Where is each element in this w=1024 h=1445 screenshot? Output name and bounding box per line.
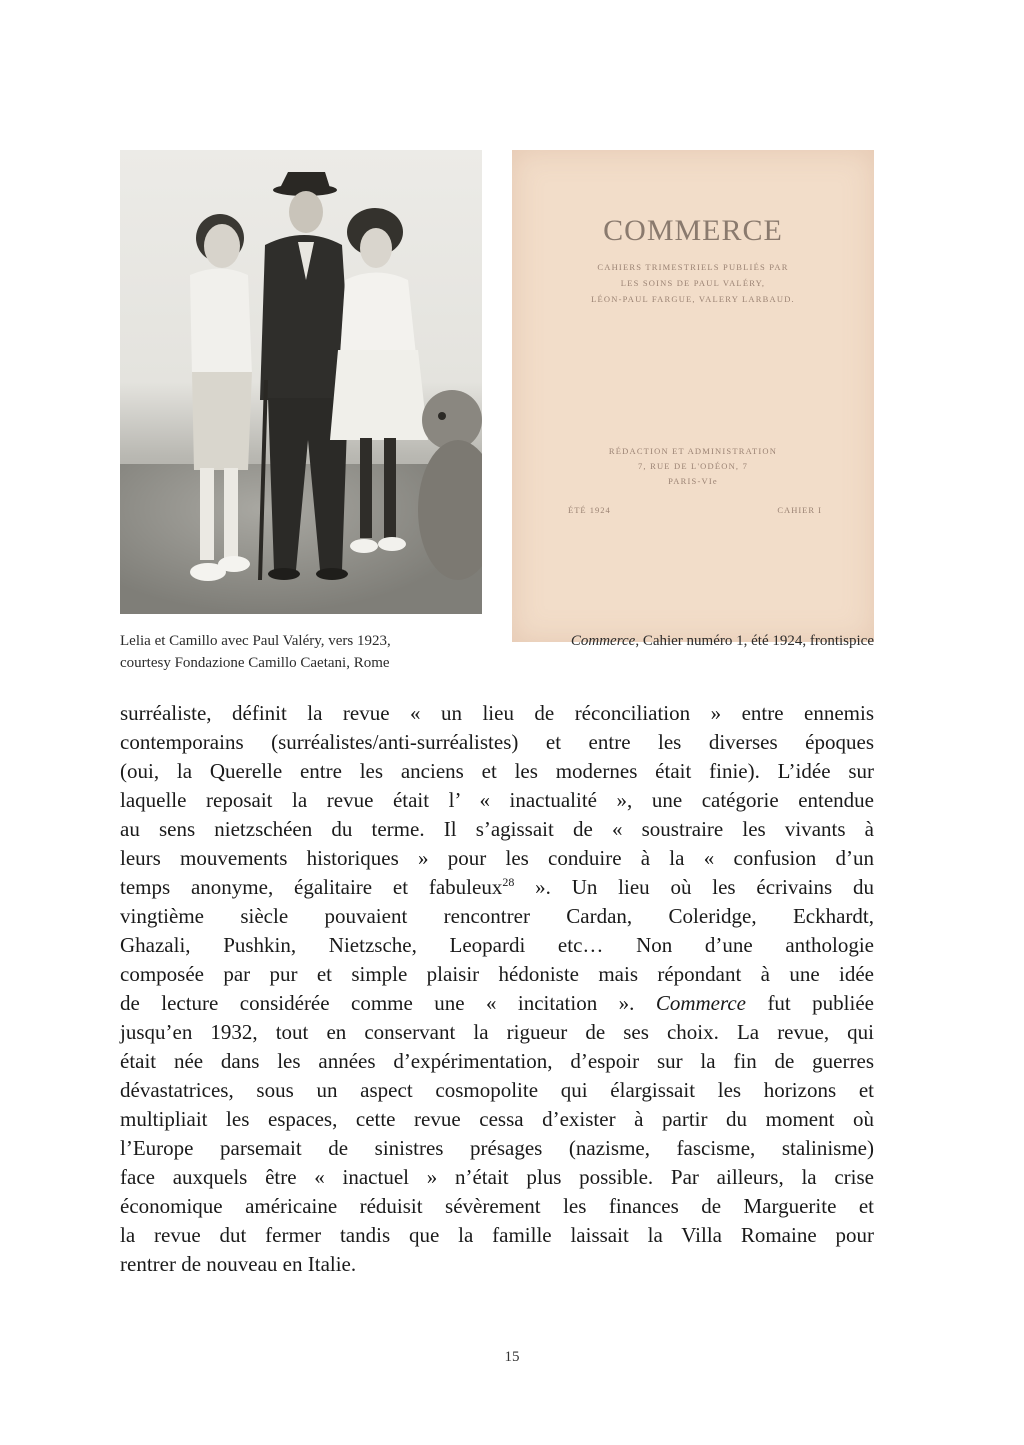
cover-subtitle-line: LES SOINS DE PAUL VALÉRY, <box>620 278 766 288</box>
cover-address-line: RÉDACTION ET ADMINISTRATION <box>608 446 778 456</box>
cover-issue: CAHIER I <box>777 505 822 515</box>
text-line: économique américaine réduisit sévèrement les finances de Marguerite et <box>120 1194 874 1218</box>
page-number: 15 <box>504 1349 520 1365</box>
text-segment: ». Un lieu où les écrivains du <box>514 875 874 899</box>
cover-caption-title: Commerce <box>570 633 636 649</box>
girl-figure <box>330 208 428 553</box>
text-line: la revue dut fermer tandis que la famille laissait la Villa Romaine pour <box>120 1223 874 1247</box>
cover-address-line: PARIS-VIe <box>668 476 718 486</box>
text-line: l’Europe parsemait de sinistres présages (nazisme, fascisme, stalinisme) <box>120 1136 874 1160</box>
body-paragraph <box>120 699 874 1279</box>
cover-season: ÉTÉ 1924 <box>568 505 611 515</box>
journal-title-italic: Commerce <box>655 991 747 1015</box>
journal-cover <box>512 150 874 642</box>
text-line: jusqu’en 1932, tout en conservant la rigueur de ses choix. La revue, qui <box>120 1020 874 1044</box>
text-line <box>120 873 874 902</box>
text-line: au sens nietzschéen du terme. Il s’agissait de « soustraire les vivants à <box>120 817 874 841</box>
cover-subtitle-line: LÉON-PAUL FARGUE, VALERY LARBAUD. <box>591 294 795 304</box>
cover-title: COMMERCE <box>603 214 783 247</box>
text-line: leurs mouvements historiques » pour les conduire à la « confusion d’un <box>120 846 874 870</box>
text-segment: fut publiée <box>746 991 874 1015</box>
text-line: Ghazali, Pushkin, Nietzsche, Leopardi etc… Non d’une anthologie <box>120 933 874 957</box>
text-line: (oui, la Querelle entre les anciens et les modernes était finie). L’idée sur <box>120 759 874 783</box>
text-segment: de lecture considérée comme une « incitation ». <box>120 991 656 1015</box>
text-line: multipliait les espaces, cette revue cessa d’exister à partir du moment où <box>120 1107 874 1131</box>
text-line: contemporains (surréalistes/anti-surréalistes) et entre les diverses époques <box>120 730 874 754</box>
cover-subtitle-line: CAHIERS TRIMESTRIELS PUBLIÉS PAR <box>597 262 789 272</box>
text-segment: temps anonyme, égalitaire et fabuleux <box>120 875 503 899</box>
photo-caption-line: Lelia et Camillo avec Paul Valéry, vers 1923, <box>120 633 391 649</box>
historical-photo <box>120 150 482 614</box>
text-line: composée par pur et simple plaisir hédoniste mais répondant à une idée <box>120 962 874 986</box>
text-line: rentrer de nouveau en Italie. <box>120 1252 357 1276</box>
photo-caption <box>120 630 482 674</box>
boy-figure <box>190 214 252 581</box>
cover-address-line: 7, RUE DE L'ODÉON, 7 <box>637 461 749 471</box>
text-line <box>120 989 874 1018</box>
photo-caption-line: courtesy Fondazione Camillo Caetani, Rome <box>120 655 390 671</box>
text-line: laquelle reposait la revue était l’ « inactualité », une catégorie entendue <box>120 788 874 812</box>
text-line: était née dans les années d’expérimentation, d’espoir sur la fin de guerres <box>120 1049 874 1073</box>
photo-figures <box>120 150 482 614</box>
dog-figure <box>418 390 482 580</box>
text-line: dévastatrices, sous un aspect cosmopolite qui élargissait les horizons et <box>120 1078 874 1102</box>
text-line: vingtième siècle pouvaient rencontrer Cardan, Coleridge, Eckhardt, <box>120 904 874 928</box>
text-line: face auxquels être « inactuel » n’était plus possible. Par ailleurs, la crise <box>120 1165 874 1189</box>
text-line: surréaliste, définit la revue « un lieu de réconciliation » entre ennemis <box>120 701 874 725</box>
cover-caption <box>512 630 874 652</box>
footnote-ref: 28 <box>502 875 515 889</box>
cover-caption-text: , Cahier numéro 1, été 1924, frontispice <box>635 633 874 649</box>
